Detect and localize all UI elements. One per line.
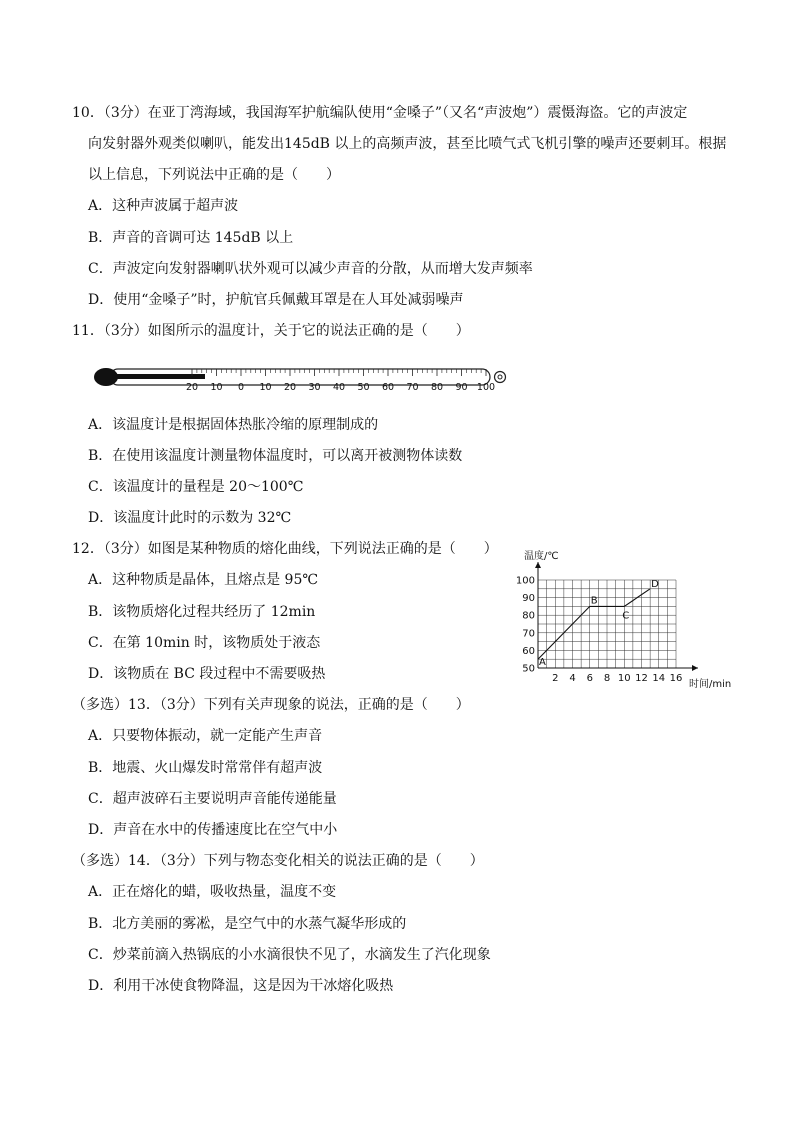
chart-point-label: A	[539, 657, 546, 669]
q11-option-d: D．该温度计此时的示数为 32℃	[88, 510, 292, 526]
chart-x-tick-label: 4	[569, 673, 576, 684]
q11-option-a: A．该温度计是根据固体热胀冷缩的原理制成的	[88, 417, 379, 433]
chart-y-axis-label: 温度/℃	[524, 551, 559, 562]
thermometer-scale-label: 30	[308, 382, 321, 393]
thermometer-scale-label: 10	[259, 382, 272, 393]
q13-option-a: A．只要物体振动，就一定能产生声音	[88, 728, 323, 744]
thermometer-scale-label: 0	[237, 382, 245, 393]
thermometer-scale-label: 40	[332, 382, 346, 393]
q12-option-c: C．在第 10min 时，该物质处于液态	[88, 635, 321, 651]
thermometer-scale-label: 90	[455, 382, 468, 393]
q10-option-b: B．声音的音调可达 145dB 以上	[88, 230, 294, 246]
chart-y-tick-label: 90	[522, 593, 535, 605]
thermometer-liquid	[110, 374, 205, 379]
q10-line-2: 向发射器外观类似喇叭，能发出145dB 以上的高频声波，甚至比喷气式飞机引擎的噪声还要刺耳。根据	[88, 136, 727, 152]
chart-point-label: C	[622, 610, 630, 622]
thermometer-scale-label: 70	[406, 382, 419, 393]
chart-x-tick-label: 2	[552, 673, 559, 684]
chart-y-tick-label: 50	[522, 663, 535, 675]
thermometer-scale-label: 20	[283, 382, 297, 393]
q14-option-c: C．炒菜前滴入热锅底的小水滴很快不见了，水滴发生了汽化现象	[88, 947, 491, 963]
thermometer-scale-label: 80	[430, 382, 444, 393]
q14-option-b: B．北方美丽的雾凇，是空气中的水蒸气凝华形成的	[88, 916, 407, 932]
chart-x-tick-label: 8	[603, 673, 611, 684]
q14-option-a: A．正在熔化的蜡，吸收热量，温度不变	[88, 884, 337, 900]
chart-x-tick-label: 6	[586, 673, 593, 684]
chart-point-label: B	[590, 595, 598, 607]
chart-y-tick-label: 70	[522, 628, 535, 640]
melting-curve-chart	[500, 545, 745, 695]
q12-option-a: A．这种物质是晶体，且熔点是 95℃	[88, 572, 319, 588]
q13-option-d: D．声音在水中的传播速度比在空气中小	[88, 822, 338, 838]
chart-y-tick-label: 60	[522, 645, 535, 657]
chart-axes	[535, 562, 698, 671]
q13-option-c: C．超声波碎石主要说明声音能传递能量	[88, 791, 337, 807]
thermometer-scale-label: 100	[476, 382, 496, 393]
q12-stem: 12．（3分）如图是某种物质的熔化曲线，下列说法正确的是（ ）	[72, 541, 498, 557]
q10-option-d: D．使用“金嗓子”时，护航官兵佩戴耳罩是在人耳处减弱噪声	[88, 292, 464, 308]
q10-line-1: 10．（3分）在亚丁湾海域，我国海军护航编队使用“金嗓子”（又名“声波炮”）震慑海盗。它的声波定	[72, 105, 688, 121]
q11-stem: 11．（3分）如图所示的温度计，关于它的说法正确的是（ ）	[72, 323, 470, 339]
chart-x-tick-label: 10	[617, 673, 631, 684]
q10-option-a: A．这种声波属于超声波	[88, 198, 239, 214]
thermometer-scale-label: 60	[381, 382, 395, 393]
thermometer-figure	[92, 362, 512, 394]
q14-option-d: D．利用干冰使食物降温，这是因为干冰熔化吸热	[88, 978, 394, 994]
q13-option-b: B．地震、火山爆发时常常伴有超声波	[88, 760, 323, 776]
q11-option-c: C．该温度计的量程是 20～100℃	[88, 479, 304, 495]
chart-x-axis-label: 时间/min	[689, 679, 732, 690]
q11-option-b: B．在使用该温度计测量物体温度时，可以离开被测物体读数	[88, 448, 463, 464]
chart-y-tick-label: 100	[515, 575, 535, 587]
chart-x-tick-label: 12	[635, 673, 648, 684]
thermometer-scale-label: 20	[185, 382, 199, 393]
q13-stem: （多选）13．（3分）下列有关声现象的说法，正确的是（ ）	[72, 697, 470, 713]
chart-x-tick-label: 14	[652, 673, 666, 684]
chart-y-tick-label: 80	[522, 610, 535, 622]
thermometer-scale-label: 10	[210, 382, 223, 393]
q12-option-d: D．该物质在 BC 段过程中不需要吸热	[88, 666, 326, 682]
chart-y-axis-arrow	[535, 562, 541, 568]
q12-option-b: B．该物质熔化过程共经历了 12min	[88, 604, 316, 620]
chart-grid	[538, 580, 676, 668]
chart-point-label: D	[651, 578, 659, 590]
q10-line-3: 以上信息，下列说法中正确的是（ ）	[88, 167, 340, 183]
q14-stem: （多选）14．（3分）下列与物态变化相关的说法正确的是（ ）	[72, 853, 484, 869]
chart-x-tick-label: 16	[669, 673, 683, 684]
q10-option-c: C．声波定向发射器喇叭状外观可以减少声音的分散，从而增大发声频率	[88, 261, 533, 277]
chart-x-axis-arrow	[692, 665, 698, 671]
thermometer-scale-label: 50	[357, 382, 370, 393]
